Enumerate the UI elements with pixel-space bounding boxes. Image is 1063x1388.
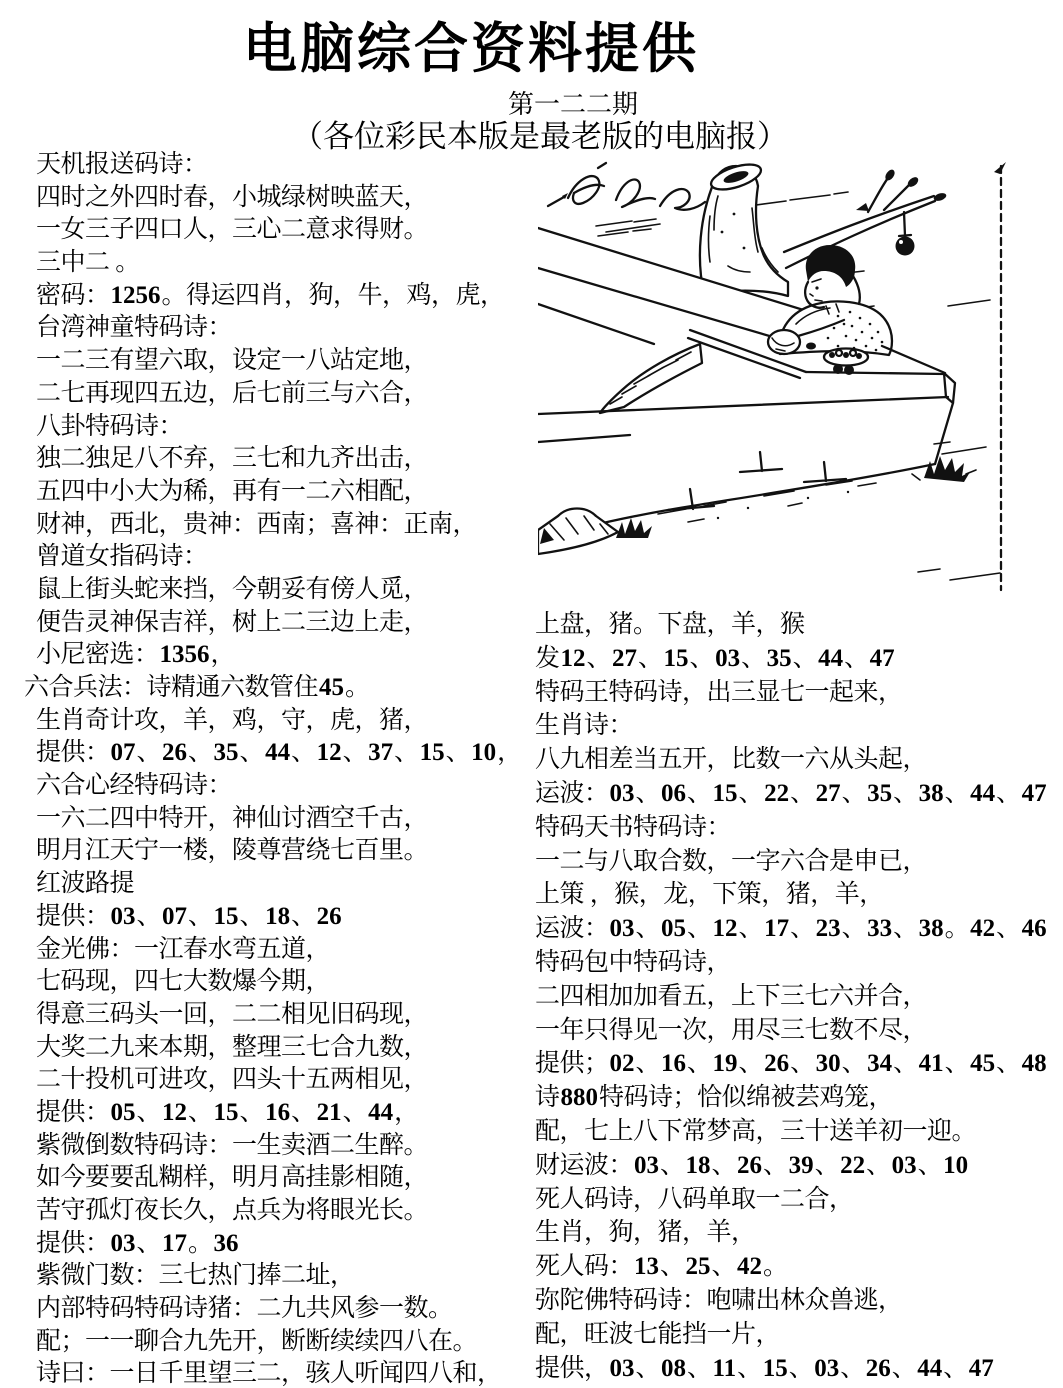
number-value: 22 — [764, 779, 790, 807]
text-line: 金光佛：一江春水弯五道， — [36, 935, 331, 963]
hanging-fruit — [896, 212, 915, 256]
text-line: 苦守孤灯夜长久，点兵为将眼光长。 — [36, 1197, 429, 1224]
number-value: 44 — [368, 1098, 394, 1126]
number-value: 39 — [788, 1151, 814, 1179]
text-line: 内部特码特码诗猪：二九共风参一数。 — [36, 1295, 453, 1323]
text-line: 特码王特码诗，出三显七一起来， — [535, 678, 903, 706]
tree-trunk — [700, 159, 788, 296]
text-line: 一六二四中特开，神仙讨酒空千古， — [36, 804, 429, 832]
cherry — [844, 365, 854, 375]
edition-note: （各位彩民本版是最老版的电脑报） — [292, 119, 788, 154]
text-line: 运波：03、06、15、22、27、35、38、44、47 — [535, 779, 1047, 807]
number-value: 03 — [609, 915, 635, 943]
text-line: 配，旺波七能挡一片， — [535, 1320, 781, 1348]
number-value: 12 — [316, 739, 342, 767]
text-line: 生肖，狗，猪，羊， — [535, 1219, 756, 1247]
text-line: 运波：03、05、12、17、23、33、38。42、46 — [535, 915, 1047, 943]
number-value: 03 — [814, 1354, 840, 1382]
number-value: 12 — [712, 915, 738, 943]
text-line: 弥陀佛特码诗：咆啸出林众兽逃， — [535, 1286, 903, 1314]
text-line: 提供；02、16、19、26、30、34、41、45、48 — [535, 1050, 1047, 1078]
number-value: 03 — [715, 644, 741, 672]
number-value: 1256 — [110, 281, 161, 309]
number-value: 11 — [712, 1354, 737, 1382]
number-value: 16 — [265, 1098, 291, 1126]
text-line: 曾道女指码诗： — [36, 543, 208, 571]
text-line: 四时之外四时春，小城绿树映蓝天， — [36, 183, 429, 211]
number-value: 26 — [764, 1050, 790, 1078]
number-value: 02 — [609, 1050, 635, 1078]
number-value: 15 — [213, 1098, 239, 1126]
number-value: 22 — [840, 1151, 866, 1179]
number-value: 30 — [815, 1050, 841, 1078]
number-value: 47 — [869, 644, 895, 672]
number-value: 15 — [419, 739, 445, 767]
text-line: 上策 ，猴，龙，下策，猪，羊， — [535, 881, 884, 909]
number-value: 07 — [162, 902, 188, 930]
text-line: 台湾神童特码诗： — [36, 314, 233, 342]
text-line: 财运波：03、18、26、39、22、03、10 — [535, 1151, 969, 1179]
text-line: 明月江天宁一楼，陵尊营绕七百里。 — [36, 837, 429, 865]
text-line: 八卦特码诗： — [36, 412, 184, 440]
number-value: 41 — [918, 1050, 944, 1078]
number-value: 15 — [712, 779, 738, 807]
text-line: 五四中小大为稀，再有一二六相配， — [36, 477, 429, 505]
text-line: 上盘，猪。下盘，羊，猴 — [535, 611, 805, 638]
number-value: 34 — [867, 1050, 893, 1078]
number-value: 18 — [685, 1151, 711, 1179]
number-value: 13 — [634, 1253, 660, 1281]
fallen-branch — [600, 344, 702, 413]
number-value: 46 — [1021, 915, 1047, 943]
text-line: 提供，03、08、11、15、03、26、44、47 — [535, 1354, 994, 1382]
text-line: 提供：07、26、35、44、12、37、15、10， — [36, 739, 522, 767]
number-value: 44 — [818, 644, 844, 672]
illustration — [538, 156, 1010, 602]
text-line: 二四相加加看五，上下三七六并合， — [535, 982, 928, 1010]
number-value: 25 — [685, 1253, 711, 1281]
woman-figure — [768, 245, 892, 355]
dashed-border — [994, 162, 1006, 590]
cherry — [833, 364, 843, 374]
number-value: 26 — [316, 902, 342, 930]
nail-marks — [668, 452, 846, 510]
number-value: 26 — [162, 739, 188, 767]
number-value: 03 — [609, 779, 635, 807]
illustration-sketch — [538, 156, 1010, 602]
number-value: 44 — [970, 779, 996, 807]
table-corner — [538, 346, 955, 464]
text-line: 诗曰：一日千里望三二，骇人听闻四八和， — [36, 1360, 502, 1388]
text-line: 提供：03、17。36 — [36, 1229, 239, 1257]
number-value: 10 — [943, 1151, 969, 1179]
number-value: 18 — [265, 902, 291, 930]
text-line: 生肖奇计攻，羊，鸡，守，虎，猪， — [36, 706, 429, 734]
number-value: 03 — [609, 1354, 635, 1382]
text-line: 大奖二九来本期，整理三七合九数， — [36, 1033, 429, 1061]
text-line: 一二三有望六取，设定一八站定地， — [36, 347, 429, 375]
right-column — [533, 608, 1061, 1385]
text-line: 生肖诗： — [535, 712, 634, 740]
number-value: 17 — [764, 915, 790, 943]
text-line: 死人码：13、25、42。 — [535, 1253, 788, 1281]
text-line: 小尼密选：1356， — [36, 641, 236, 669]
number-value: 27 — [815, 779, 841, 807]
text-line: 死人码诗，八码单取一二合， — [535, 1185, 854, 1213]
number-value: 880 — [560, 1084, 599, 1112]
number-value: 33 — [867, 915, 893, 943]
text-line: 一二与八取合数，一字六合是申已， — [535, 847, 928, 875]
text-line: 紫微门数：三七热门捧二址， — [36, 1262, 355, 1290]
text-line: 配，七上八下常梦高，三十送羊初一迎。 — [535, 1117, 977, 1145]
page-title: 电脑综合资料提供 — [243, 19, 699, 79]
text-line: 配；一一聊合九先开，断断续续四八在。 — [36, 1327, 478, 1355]
grass-tuft-right — [912, 456, 976, 482]
number-value: 38 — [918, 915, 944, 943]
number-value: 38 — [918, 779, 944, 807]
number-value: 26 — [737, 1151, 763, 1179]
text-line: 七码现，四七大数爆今期， — [36, 968, 331, 996]
number-value: 35 — [213, 739, 239, 767]
number-value: 07 — [110, 739, 136, 767]
number-value: 42 — [970, 915, 996, 943]
number-value: 45 — [319, 674, 345, 701]
woman-hair — [806, 245, 855, 287]
text-line: 八九相差当五开，比数一六从头起， — [535, 746, 928, 774]
number-value: 27 — [612, 644, 638, 672]
text-line: 如今要要乱糊样，明月高挂影相随， — [36, 1164, 429, 1192]
text-line: 红波路提 — [36, 870, 135, 898]
number-value: 47 — [968, 1354, 994, 1382]
number-value: 12 — [162, 1098, 188, 1126]
number-value: 05 — [661, 915, 687, 943]
number-value: 12 — [560, 644, 586, 672]
text-line: 特码包中特码诗， — [535, 948, 732, 976]
text-line: 六合兵法：诗精通六数管住45。 — [24, 674, 370, 701]
number-value: 17 — [162, 1229, 188, 1257]
number-value: 44 — [265, 739, 291, 767]
text-line: 独二独足八不弃，三七和九齐出击， — [36, 445, 429, 473]
number-value: 35 — [867, 779, 893, 807]
text-line: 密码：1256。得运四肖，狗，牛，鸡，虎， — [36, 281, 505, 309]
text-line: 财神，西北，贵神：西南；喜神：正南， — [36, 510, 478, 538]
signature-handwriting — [548, 163, 705, 232]
text-line: 二十投机可进攻，四头十五两相见， — [36, 1066, 429, 1094]
text-line: 发12、27、15、03、35、44、47 — [535, 644, 895, 672]
number-value: 45 — [970, 1050, 996, 1078]
number-value: 48 — [1021, 1050, 1047, 1078]
text-line: 便告灵神保吉祥，树上二三边上走， — [36, 608, 429, 636]
text-line: 二七再现四五边，后七前三与六合， — [36, 379, 429, 407]
grass-tuft-left — [616, 518, 652, 538]
text-line: 提供：05、12、15、16、21、44， — [36, 1098, 419, 1126]
number-value: 37 — [368, 739, 394, 767]
number-value: 03 — [110, 1229, 136, 1257]
text-line: 鼠上街头蛇来挡，今朝妥有傍人觅， — [36, 575, 429, 603]
number-value: 1356 — [159, 641, 210, 669]
text-line: 特码天书特码诗： — [535, 813, 732, 841]
number-value: 42 — [737, 1253, 763, 1281]
number-value: 10 — [471, 739, 497, 767]
number-value: 06 — [661, 779, 687, 807]
text-line: 提供：03、07、15、18、26 — [36, 902, 342, 930]
number-value: 35 — [766, 644, 792, 672]
tree-branch — [784, 168, 947, 268]
number-value: 26 — [865, 1354, 891, 1382]
text-line: 一年只得见一次，用尽三七数不尽， — [535, 1016, 928, 1044]
text-line: 天机报送码诗： — [36, 151, 208, 178]
text-line: 诗880特码诗；恰似绵被芸鸡笼， — [535, 1084, 894, 1112]
text-line: 得意三码头一回，二二相见旧码现， — [36, 1000, 429, 1028]
number-value: 03 — [110, 902, 136, 930]
number-value: 23 — [815, 915, 841, 943]
small-fruit — [806, 343, 816, 350]
number-value: 03 — [634, 1151, 660, 1179]
number-value: 44 — [917, 1354, 943, 1382]
number-value: 05 — [110, 1098, 136, 1126]
text-line: 一女三子四口人，三心二意求得财。 — [36, 216, 429, 244]
number-value: 36 — [213, 1229, 239, 1257]
left-column — [24, 149, 536, 1388]
number-value: 15 — [663, 644, 689, 672]
number-value: 16 — [661, 1050, 687, 1078]
issue-number: 第一二二期 — [507, 89, 638, 119]
text-line: 三中二 。 — [36, 249, 140, 277]
number-value: 03 — [891, 1151, 917, 1179]
number-value: 47 — [1021, 779, 1047, 807]
rocks — [538, 509, 618, 555]
number-value: 21 — [316, 1098, 342, 1126]
number-value: 15 — [213, 902, 239, 930]
number-value: 15 — [762, 1354, 788, 1382]
number-value: 08 — [661, 1354, 687, 1382]
text-line: 六合心经特码诗： — [36, 772, 233, 800]
text-line: 紫微倒数特码诗：一生卖酒二生醉。 — [36, 1131, 429, 1159]
number-value: 19 — [712, 1050, 738, 1078]
